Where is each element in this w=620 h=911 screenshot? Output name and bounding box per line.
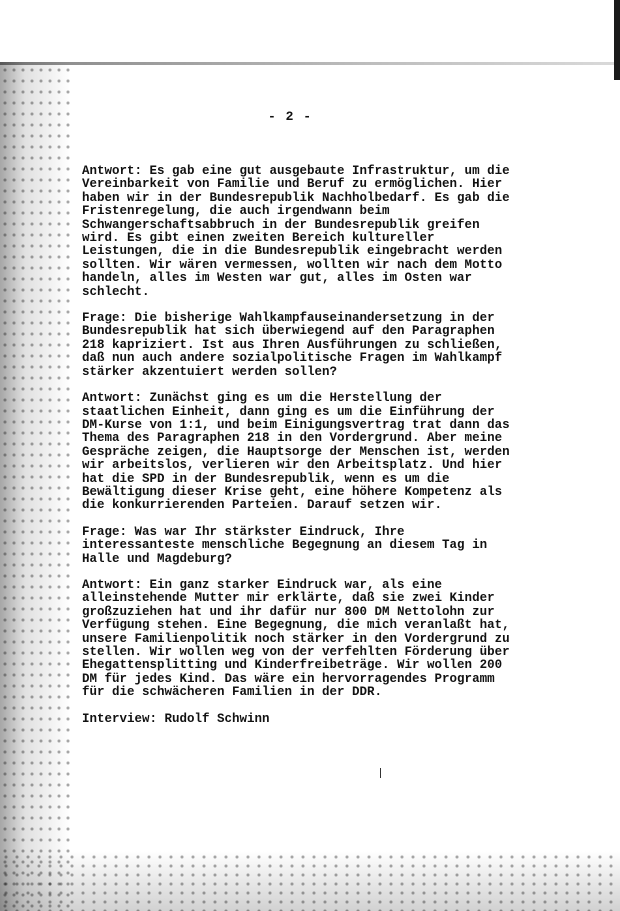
text-line: Vereinbarkeit von Familie und Beruf zu ermöglichen. Hier [82, 177, 503, 192]
text-line: Interview: Rudolf Schwinn [82, 711, 270, 726]
text-line: wird. Es gibt einen zweiten Bereich kultureller [82, 231, 435, 246]
text-line: Leistungen, die in die Bundesrepublik eingebracht werden [82, 244, 503, 259]
text-line: Fristenregelung, die auch irgendwann beim [82, 204, 390, 219]
text-line: daß nun auch andere sozialpolitische Fragen im Wahlkampf [82, 351, 503, 366]
text-line: Halle und Magdeburg? [82, 551, 233, 566]
text-line: interessanteste menschliche Begegnung an diesem Tag in [82, 538, 488, 553]
text-line: Frage: Die bisherige Wahlkampfauseinandersetzung in der [82, 311, 495, 326]
page-number: - 2 - [267, 109, 312, 124]
text-line: sollten. Wir wären vermessen, wollten wir nach dem Motto [82, 257, 503, 272]
scan-bottom-noise [0, 851, 620, 911]
text-line: wir arbeitslos, verlieren wir den Arbeitsplatz. Und hier [82, 458, 503, 473]
scan-top-band [0, 0, 620, 62]
stray-mark [380, 768, 381, 778]
text-line: DM für jedes Kind. Das wäre ein hervorragendes Programm [82, 671, 495, 686]
text-line: handeln, alles im Westen war gut, alles im Osten war [82, 271, 473, 286]
paragraph [82, 579, 602, 700]
text-line: 218 kapriziert. Ist aus Ihren Ausführungen zu schließen, [82, 337, 503, 352]
paragraph [82, 165, 602, 299]
text-line: für die schwächeren Familien in der DDR. [82, 685, 383, 700]
text-line: DM-Kurse von 1:1, und beim Einigungsvertrag trat dann das [82, 417, 510, 432]
text-line: alleinstehende Mutter mir erklärte, daß sie zwei Kinder [82, 591, 495, 606]
text-line: Antwort: Es gab eine gut ausgebaute Infrastruktur, um die [82, 164, 510, 178]
text-line: haben wir in der Bundesrepublik Nachholbedarf. Es gab die [82, 190, 510, 205]
text-line: Bewältigung dieser Krise geht, eine höhere Kompetenz als [82, 484, 503, 499]
text-line: Verfügung stehen. Eine Begegnung, die mich veranlaßt hat, [82, 618, 510, 633]
text-line: großzuziehen hat und ihr dafür nur 800 DM Nettolohn zur [82, 604, 495, 619]
document-body [82, 165, 602, 739]
text-line: die konkurrierenden Parteien. Darauf setzen wir. [82, 498, 443, 513]
paragraph [82, 392, 602, 513]
text-line: unsere Familienpolitik noch stärker in den Vordergrund zu [82, 631, 510, 646]
paragraph [82, 713, 602, 726]
text-line: Thema des Paragraphen 218 in den Vordergrund. Aber meine [82, 431, 503, 446]
text-line: Schwangerschaftsabbruch in der Bundesrepublik greifen [82, 217, 480, 232]
paragraph [82, 312, 602, 379]
scan-right-edge [614, 0, 620, 80]
text-line: Gespräche zeigen, die Hauptsorge der Menschen ist, werden [82, 444, 510, 459]
text-line: stärker akzentuiert werden sollen? [82, 364, 338, 379]
text-line: Bundesrepublik hat sich überwiegend auf den Paragraphen [82, 324, 495, 339]
text-line: stellen. Wir wollen weg von der verfehlten Förderung über [82, 645, 510, 659]
text-line: Ehegattensplitting und Kinderfreibeträge. Wir wollen 200 [82, 658, 503, 673]
paragraph [82, 526, 602, 566]
text-line: Antwort: Zunächst ging es um die Herstellung der [82, 391, 443, 406]
text-line: staatlichen Einheit, dann ging es um die Einführung der [82, 404, 495, 419]
text-line: Antwort: Ein ganz starker Eindruck war, als eine [82, 577, 443, 592]
paper-top-edge [0, 62, 620, 65]
scan-left-noise [0, 62, 70, 911]
text-line: schlecht. [82, 284, 150, 299]
text-line: Frage: Was war Ihr stärkster Eindruck, Ihre [82, 524, 405, 539]
text-line: hat die SPD in der Bundesrepublik, wenn es um die [82, 471, 450, 486]
